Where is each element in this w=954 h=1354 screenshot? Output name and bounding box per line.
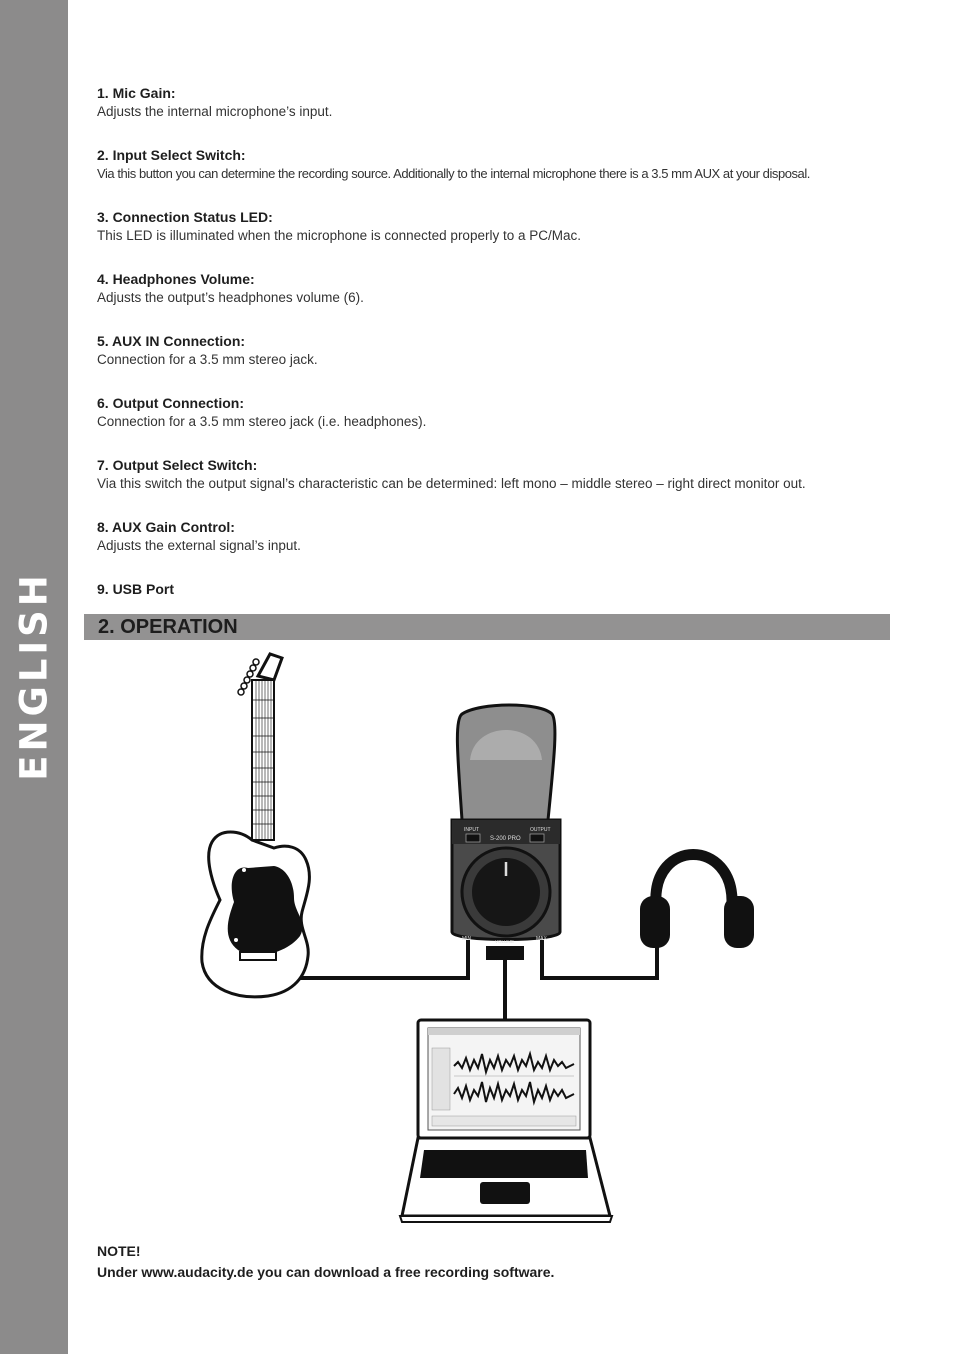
- volume-label: VOLUME: [495, 939, 515, 944]
- list-item: [97, 518, 897, 580]
- item-title: 1. Mic Gain:: [97, 85, 176, 101]
- item-description: Adjusts the external signal’s input.: [97, 538, 301, 553]
- section-header: [84, 614, 890, 640]
- model-label: S-200 PRO: [490, 836, 521, 842]
- cables: [298, 936, 657, 1022]
- min-label: MIN: [462, 936, 472, 942]
- list-item: [97, 456, 897, 518]
- item-title: 5. AUX IN Connection:: [97, 333, 246, 349]
- item-title: 9. USB Port: [97, 581, 175, 597]
- feature-list: [97, 84, 897, 642]
- item-title: 8. AUX Gain Control:: [97, 519, 235, 535]
- item-description: Via this button you can determine the recording source. Additionally to the internal microphone there is a 3.5 mm AUX at your disposal.: [97, 166, 810, 181]
- list-item: [97, 270, 897, 332]
- list-item: [97, 146, 897, 208]
- list-item: [97, 84, 897, 146]
- item-description: Connection for a 3.5 mm stereo jack.: [97, 352, 318, 367]
- max-label: MAX: [536, 936, 547, 942]
- item-title: 3. Connection Status LED:: [97, 209, 273, 225]
- sidebar: [0, 0, 68, 1354]
- item-description: This LED is illuminated when the microphone is connected properly to a PC/Mac.: [97, 228, 581, 243]
- list-item: [97, 394, 897, 456]
- section-title: 2. OPERATION: [98, 616, 238, 638]
- sidebar-language-label: ENGLISH: [12, 571, 56, 781]
- item-title: 6. Output Connection:: [97, 395, 244, 411]
- list-item: [97, 208, 897, 270]
- item-description: Adjusts the output’s headphones volume (6).: [97, 290, 364, 305]
- output-select-switch: [530, 834, 544, 842]
- item-title: 7. Output Select Switch:: [97, 457, 258, 473]
- microphone-icon: [452, 705, 560, 960]
- note-block: [97, 1241, 897, 1283]
- connection-diagram: [190, 650, 770, 1230]
- output-label: OUTPUT: [530, 827, 551, 833]
- item-description: Adjusts the internal microphone’s input.: [97, 104, 333, 119]
- headphones-icon: [640, 855, 754, 949]
- item-description: Via this switch the output signal’s characteristic can be determined: left mono – middle stereo – right direct monitor out.: [97, 476, 806, 491]
- note-heading: NOTE!: [97, 1243, 141, 1259]
- laptop-icon: [400, 1020, 612, 1222]
- headphone-cable: [542, 936, 657, 978]
- item-title: 2. Input Select Switch:: [97, 147, 246, 163]
- guitar-cable: [298, 940, 468, 978]
- item-description: Connection for a 3.5 mm stereo jack (i.e. headphones).: [97, 414, 427, 429]
- list-item: [97, 332, 897, 394]
- input-select-switch: [466, 834, 480, 842]
- input-label: INPUT: [464, 827, 479, 833]
- usb-port: [486, 946, 524, 960]
- guitar-icon: [202, 654, 310, 997]
- note-text: Under www.audacity.de you can download a free recording software.: [97, 1264, 555, 1280]
- item-title: 4. Headphones Volume:: [97, 271, 255, 287]
